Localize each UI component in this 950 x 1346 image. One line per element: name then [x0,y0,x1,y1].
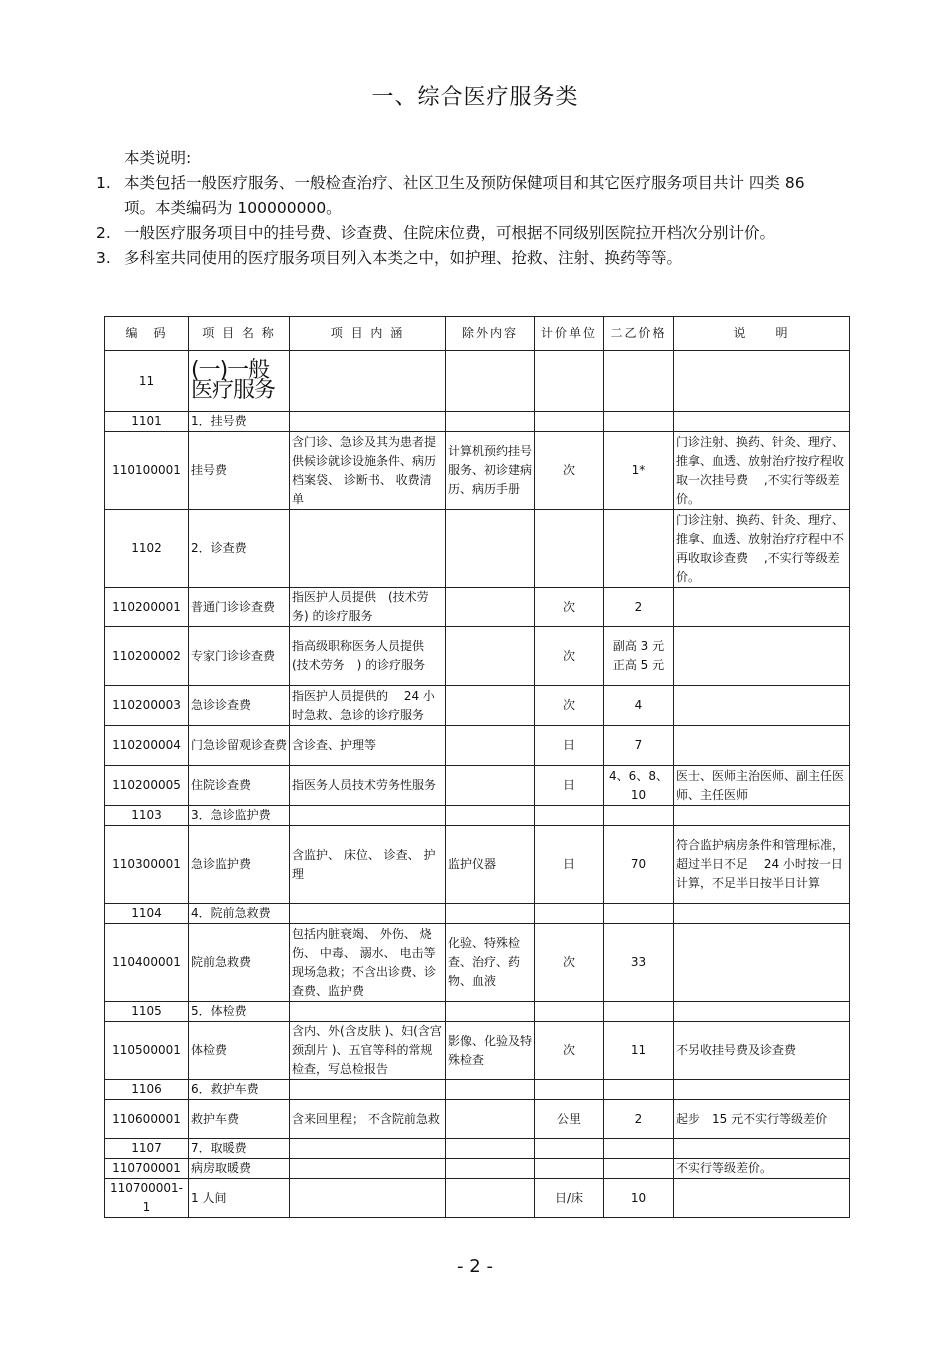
note-cell: 不实行等级差价。 [674,1159,850,1179]
table-row [105,1100,850,1139]
item-name-cell: 2．诊查费 [189,510,290,588]
unit-cell [535,806,604,826]
price-cell [604,1002,674,1022]
exclusion-cell: 监护仪器 [446,826,535,904]
content-cell [290,351,446,412]
note-cell [674,924,850,1002]
item-number: 1. [96,174,111,192]
price-cell: 副高 3 元 正高 5 元 [604,627,674,686]
content-cell [290,904,446,924]
exclusion-cell [446,412,535,432]
exclusion-cell: 化验、特殊检查、治疗、药物、血液 [446,924,535,1002]
code-cell: 1101 [105,412,189,432]
item-name-cell: 救护车费 [189,1100,290,1139]
price-cell [604,510,674,588]
table-row [105,766,850,806]
code-cell: 1103 [105,806,189,826]
content-cell [290,510,446,588]
note-cell [674,627,850,686]
note-cell [674,1080,850,1100]
price-cell: 10 [604,1179,674,1218]
header-price: 二乙价格 [604,317,674,351]
code-cell: 1105 [105,1002,189,1022]
price-cell [604,351,674,412]
price-cell [604,1159,674,1179]
item-name-cell: 急诊诊查费 [189,686,290,726]
content-cell: 含门诊、急诊及其为患者提供候诊就诊设施条件、病历档案袋、 诊断书、 收费清单 [290,432,446,510]
header-content: 项 目 内 涵 [290,317,446,351]
note-cell [674,412,850,432]
code-cell: 110600001 [105,1100,189,1139]
table-header-row [105,317,850,351]
item-text: 多科室共同使用的医疗服务项目列入本类之中，如护理、抢救、注射、换药等等。 [124,249,683,267]
exclusion-cell [446,1080,535,1100]
note-cell [674,351,850,412]
content-cell [290,1159,446,1179]
item-number: 3. [96,249,111,267]
unit-cell: 公里 [535,1100,604,1139]
exclusion-cell [446,1159,535,1179]
item-name-cell: 5．体检费 [189,1002,290,1022]
unit-cell [535,351,604,412]
note-cell [674,1002,850,1022]
content-cell [290,1179,446,1218]
content-cell: 含监护、 床位、 诊查、 护理 [290,826,446,904]
unit-cell: 次 [535,924,604,1002]
price-cell: 2 [604,1100,674,1139]
unit-cell: 日 [535,726,604,766]
exclusion-cell [446,806,535,826]
note-cell [674,1139,850,1159]
price-cell: 11 [604,1022,674,1080]
unit-cell: 次 [535,432,604,510]
item-name-cell: 1 人间 [189,1179,290,1218]
note-cell: 起步 15 元不实行等级差价 [674,1100,850,1139]
code-cell: 110100001 [105,432,189,510]
item-name-cell: 住院诊查费 [189,766,290,806]
exclusion-cell [446,1100,535,1139]
content-cell: 包括内脏衰竭、 外伤、 烧伤、 中毒、 溺水、 电击等现场急救；不含出诊费、诊查费、监护费 [290,924,446,1002]
exclusion-cell [446,726,535,766]
unit-cell [535,510,604,588]
note-cell: 门诊注射、换药、针灸、理疗、推拿、血透、放射治疗按疗程收取一次挂号费 ,不实行等级差价。 [674,432,850,510]
item-name-cell: 挂号费 [189,432,290,510]
content-cell [290,1139,446,1159]
section-title: (一)一般医疗服务 [191,358,276,403]
content-cell: 含来回里程； 不含院前急救 [290,1100,446,1139]
table-row [105,924,850,1002]
table-row [105,1159,850,1179]
table-row [105,351,850,412]
item-name-cell: 院前急救费 [189,924,290,1002]
price-cell: 33 [604,924,674,1002]
price-cell: 70 [604,826,674,904]
table-row [105,904,850,924]
unit-cell [535,412,604,432]
item-name-cell: 专家门诊诊查费 [189,627,290,686]
code-cell: 110400001 [105,924,189,1002]
price-cell: 2 [604,588,674,627]
table-row [105,1080,850,1100]
table-row [105,826,850,904]
table-row [105,432,850,510]
note-cell [674,588,850,627]
table-row [105,686,850,726]
item-name-cell: 普通门诊诊查费 [189,588,290,627]
unit-cell [535,904,604,924]
unit-cell [535,1159,604,1179]
header-note: 说 明 [674,317,850,351]
note-cell [674,904,850,924]
note-cell [674,1179,850,1218]
price-cell [604,412,674,432]
code-cell: 110700001 [105,1159,189,1179]
note-cell [674,686,850,726]
table-row [105,1002,850,1022]
price-cell: 4、6、8、10 [604,766,674,806]
item-name-cell: 急诊监护费 [189,826,290,904]
content-cell: 指医护人员提供的 24 小时急救、急诊的诊疗服务 [290,686,446,726]
page-number: - 2 - [457,1256,493,1277]
table-row [105,588,850,627]
unit-cell: 次 [535,588,604,627]
code-cell: 1102 [105,510,189,588]
note-cell: 医士、医师主治医师、副主任医师、主任医师 [674,766,850,806]
exclusion-cell [446,1179,535,1218]
unit-cell: 次 [535,1022,604,1080]
code-cell: 110300001 [105,826,189,904]
code-cell: 110200003 [105,686,189,726]
page-title: 一、综合医疗服务类 [371,85,579,110]
content-cell [290,1002,446,1022]
code-cell: 110200001 [105,588,189,627]
exclusion-cell [446,1139,535,1159]
code-cell: 1106 [105,1080,189,1100]
item-name-cell: 7．取暖费 [189,1139,290,1159]
code-cell: 110200004 [105,726,189,766]
price-cell [604,1080,674,1100]
price-cell [604,1139,674,1159]
table-row [105,1022,850,1080]
description-item-1 [96,171,836,221]
table-row [105,806,850,826]
code-cell: 110200005 [105,766,189,806]
content-cell: 指医护人员提供 (技术劳务) 的诊疗服务 [290,588,446,627]
content-cell: 指医务人员技术劳务性服务 [290,766,446,806]
unit-cell: 日 [535,766,604,806]
code-cell: 110700001-1 [105,1179,189,1218]
header-unit: 计价单位 [535,317,604,351]
price-cell [604,806,674,826]
exclusion-cell [446,627,535,686]
unit-cell: 日 [535,826,604,904]
item-text: 一般医疗服务项目中的挂号费、诊查费、住院床位费，可根据不同级别医院拉开档次分别计价。 [124,224,776,242]
content-cell: 含内、外(含皮肤 )、妇(含宫颈刮片 )、五官等科的常规检查，写总检报告 [290,1022,446,1080]
code-cell: 11 [105,351,189,412]
fee-table [104,316,850,1218]
header-code: 编 码 [105,317,189,351]
item-name-cell: 体检费 [189,1022,290,1080]
exclusion-cell [446,686,535,726]
description-item-3 [96,246,836,271]
exclusion-cell [446,1002,535,1022]
table-row [105,1179,850,1218]
unit-cell [535,1139,604,1159]
price-cell: 4 [604,686,674,726]
unit-cell: 日/床 [535,1179,604,1218]
content-cell: 含诊查、护理等 [290,726,446,766]
content-cell [290,412,446,432]
exclusion-cell [446,904,535,924]
exclusion-cell [446,766,535,806]
table-row [105,627,850,686]
item-text: 本类包括一般医疗服务、一般检查治疗、社区卫生及预防保健项目和其它医疗服务项目共计 四类 86 项。本类编码为 100000000。 [124,174,805,217]
note-cell: 符合监护病房条件和管理标准，超过半日不足 24 小时按一日计算，不足半日按半日计算 [674,826,850,904]
content-cell [290,806,446,826]
unit-cell [535,1002,604,1022]
item-name-cell: 门急诊留观诊查费 [189,726,290,766]
item-name-cell: 1．挂号费 [189,412,290,432]
note-cell: 门诊注射、换药、针灸、理疗、推拿、血透、放射治疗疗程中不再收取诊查费 ,不实行等级差价。 [674,510,850,588]
note-cell [674,806,850,826]
unit-cell [535,1080,604,1100]
code-cell: 110200002 [105,627,189,686]
table-row [105,510,850,588]
table-row [105,726,850,766]
price-cell: 1* [604,432,674,510]
exclusion-cell: 影像、化验及特殊检查 [446,1022,535,1080]
item-name-cell: 4．院前急救费 [189,904,290,924]
item-name-cell: 6．救护车费 [189,1080,290,1100]
table-row [105,1139,850,1159]
item-name-cell [189,351,290,412]
content-cell [290,1080,446,1100]
code-cell: 1104 [105,904,189,924]
code-cell: 110500001 [105,1022,189,1080]
exclusion-cell [446,510,535,588]
code-cell: 1107 [105,1139,189,1159]
exclusion-cell: 计算机预约挂号服务、初诊建病历、病历手册 [446,432,535,510]
price-cell: 7 [604,726,674,766]
description-heading: 本类说明: [124,149,192,167]
item-name-cell: 病房取暖费 [189,1159,290,1179]
header-exclusions: 除外内容 [446,317,535,351]
description-item-2 [96,221,836,246]
table-row [105,412,850,432]
header-name: 项 目 名 称 [189,317,290,351]
exclusion-cell [446,588,535,627]
table-body [105,351,850,1218]
content-cell: 指高级职称医务人员提供 (技术劳务 ) 的诊疗服务 [290,627,446,686]
exclusion-cell [446,351,535,412]
item-number: 2. [96,224,111,242]
note-cell: 不另收挂号费及诊查费 [674,1022,850,1080]
category-description [96,146,836,271]
unit-cell: 次 [535,686,604,726]
price-cell [604,904,674,924]
item-name-cell: 3．急诊监护费 [189,806,290,826]
unit-cell: 次 [535,627,604,686]
note-cell [674,726,850,766]
